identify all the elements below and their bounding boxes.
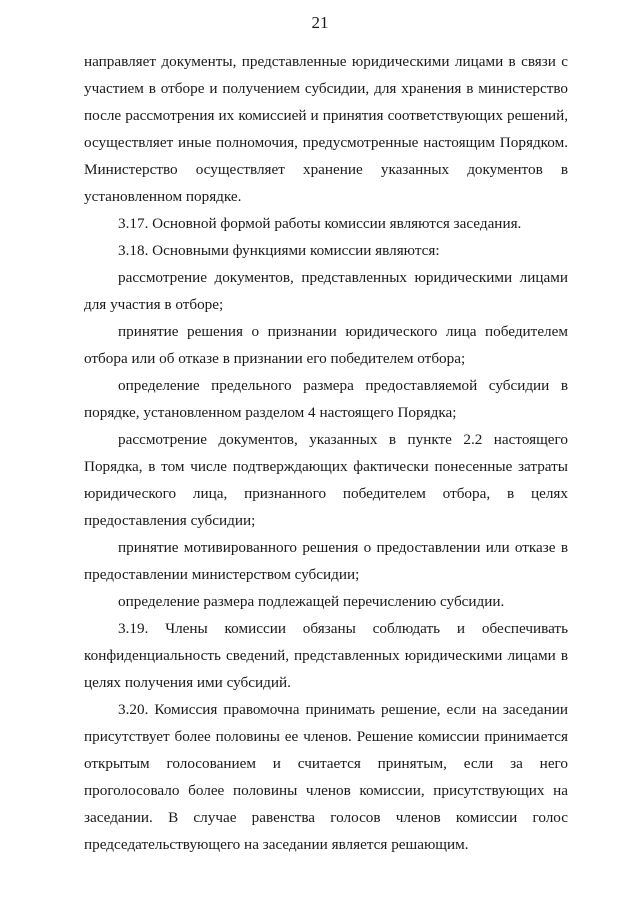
document-body bbox=[84, 48, 568, 858]
text-line: Министерство осуществляет хранение указанных документов в bbox=[84, 161, 568, 178]
text-line: 3.19. Члены комиссии обязаны соблюдать и обеспечивать bbox=[118, 620, 568, 637]
paragraph-p-func-1 bbox=[84, 264, 568, 318]
text-line: предоставлении министерством субсидии; bbox=[84, 566, 360, 583]
text-line: рассмотрение документов, указанных в пункте 2.2 настоящего bbox=[118, 431, 568, 448]
text-line: юридического лица, признанного победителем отбора, в целях bbox=[84, 485, 568, 502]
text-line: участием в отборе и получением субсидии, для хранения в министерство bbox=[84, 80, 568, 97]
text-line: целях получения ими субсидий. bbox=[84, 674, 291, 691]
paragraph-p-func-5 bbox=[84, 534, 568, 588]
text-line: Порядка, в том числе подтверждающих фактически понесенные затраты bbox=[84, 458, 568, 475]
text-line: порядке, установленном разделом 4 настоящего Порядка; bbox=[84, 404, 457, 421]
paragraph-p-func-6 bbox=[84, 588, 568, 615]
paragraph-p-func-2 bbox=[84, 318, 568, 372]
paragraph-p-func-4 bbox=[84, 426, 568, 534]
text-line: после рассмотрения их комиссией и принятия соответствующих решений, bbox=[84, 107, 568, 124]
text-line: 3.17. Основной формой работы комиссии являются заседания. bbox=[118, 215, 522, 232]
text-line: председательствующего на заседании является решающим. bbox=[84, 836, 469, 853]
text-line: предоставления субсидии; bbox=[84, 512, 256, 529]
text-line: заседании. В случае равенства голосов членов комиссии голос bbox=[84, 809, 568, 826]
text-line: принятие мотивированного решения о предоставлении или отказе в bbox=[118, 539, 568, 556]
text-line: принятие решения о признании юридического лица победителем bbox=[118, 323, 568, 340]
text-line: определение предельного размера предоставляемой субсидии в bbox=[118, 377, 568, 394]
text-line: 3.18. Основными функциями комиссии являются: bbox=[118, 242, 440, 259]
text-line: направляет документы, представленные юридическими лицами в связи с bbox=[84, 53, 568, 70]
text-line: открытым голосованием и считается принятым, если за него bbox=[84, 755, 568, 772]
paragraph-p-3-19 bbox=[84, 615, 568, 696]
text-line: конфиденциальность сведений, представленных юридическими лицами в bbox=[84, 647, 568, 664]
text-line: установленном порядке. bbox=[84, 188, 242, 205]
text-line: определение размера подлежащей перечислению субсидии. bbox=[118, 593, 505, 610]
text-line: для участия в отборе; bbox=[84, 296, 224, 313]
paragraph-p-3-17 bbox=[84, 210, 568, 237]
paragraph-p-continuation bbox=[84, 48, 568, 210]
text-line: присутствует более половины ее членов. Решение комиссии принимается bbox=[84, 728, 568, 745]
text-line: осуществляет иные полномочия, предусмотренные настоящим Порядком. bbox=[84, 134, 568, 151]
paragraph-p-3-20 bbox=[84, 696, 568, 858]
paragraph-p-func-3 bbox=[84, 372, 568, 426]
text-line: проголосовало более половины членов комиссии, присутствующих на bbox=[84, 782, 568, 799]
paragraph-p-3-18 bbox=[84, 237, 568, 264]
page-number: 21 bbox=[311, 13, 329, 32]
text-line: рассмотрение документов, представленных юридическими лицами bbox=[118, 269, 568, 286]
text-line: 3.20. Комиссия правомочна принимать решение, если на заседании bbox=[118, 701, 568, 718]
text-line: отбора или об отказе в признании его победителем отбора; bbox=[84, 350, 466, 367]
